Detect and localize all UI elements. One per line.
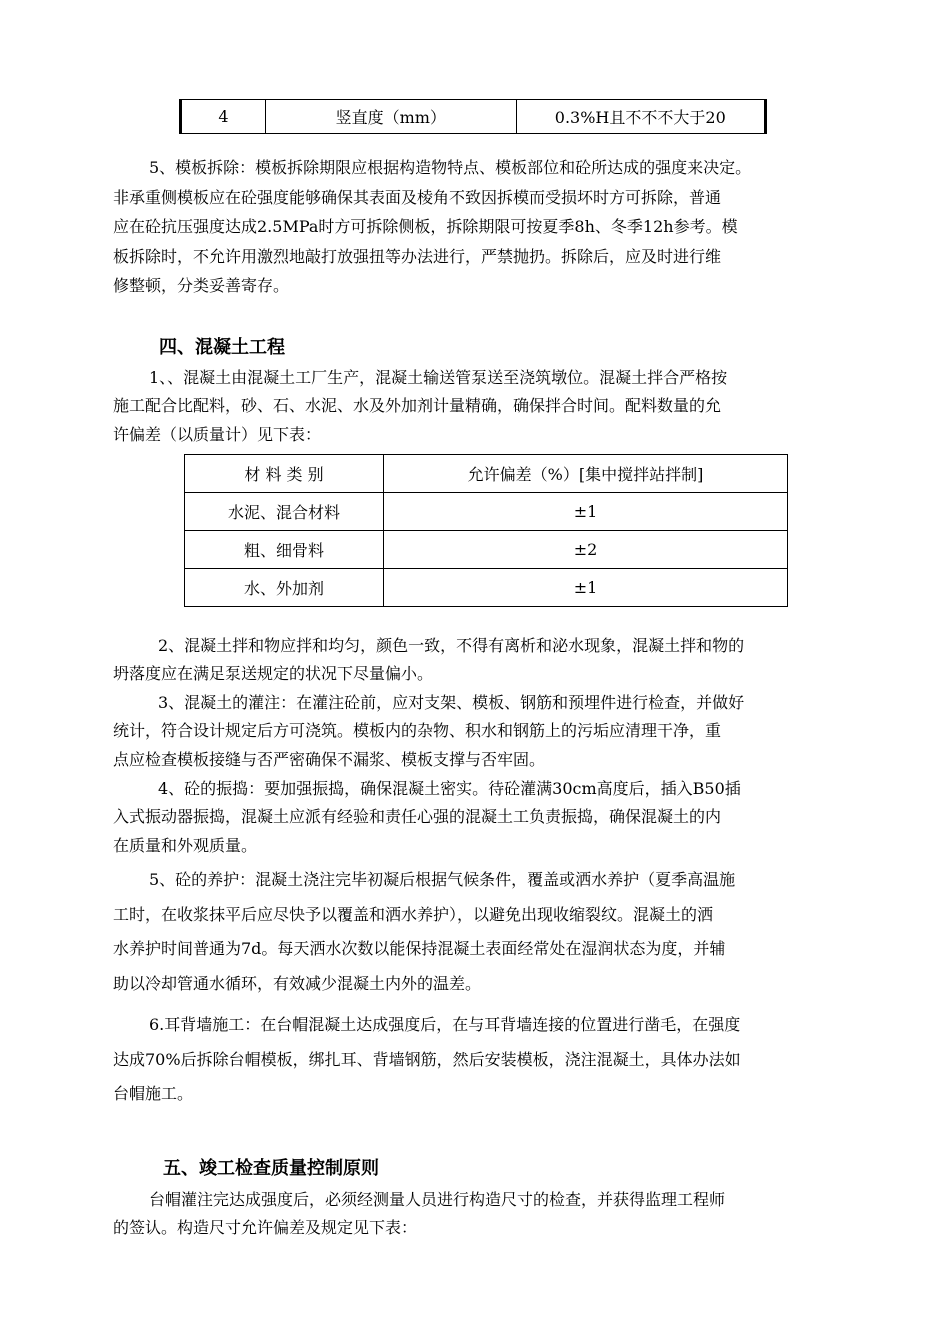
table-cell: ±1 — [384, 493, 788, 531]
text-line: 修整顿，分类妥善寄存。 — [113, 276, 290, 295]
text-line: 2、混凝土拌和物应拌和均匀，颜色一致，不得有离析和泌水现象，混凝土拌和物的 — [158, 636, 745, 655]
section-heading: 四、混凝土工程 — [159, 337, 285, 358]
text-line: 非承重侧模板应在砼强度能够确保其表面及棱角不致因拆模而受损坏时方可拆除，普通 — [113, 187, 722, 207]
text-line: 板拆除时，不允许用激烈地敲打放强扭等办法进行，严禁抛扔。拆除后，应及时进行维 — [113, 246, 722, 266]
table-header-cell: 允许偏差（%）[集中搅拌站拌制] — [384, 455, 788, 493]
section-heading: 五、竣工检查质量控制原则 — [163, 1158, 379, 1179]
concrete-item-6 — [113, 1008, 863, 1112]
table-cell: 粗、细骨料 — [185, 531, 384, 569]
text-line: 许偏差（以质量计）见下表： — [113, 424, 322, 444]
tolerance-table-fragment — [179, 99, 767, 134]
text-line: 助以冷却管通水循环，有效减少混凝土内外的温差。 — [113, 974, 482, 994]
text-line: 应在砼抗压强度达成2.5MPa时方可拆除侧板，拆除期限可按夏季8h、冬季12h参考。模 — [113, 217, 738, 236]
text-line: 统计，符合设计规定后方可浇筑。模板内的杂物、积水和钢筋上的污垢应清理干净，重 — [113, 721, 722, 741]
text-line: 施工配合比配料，砂、石、水泥、水及外加剂计量精确，确保拌合时间。配料数量的允 — [113, 396, 722, 416]
text-line: 水养护时间普通为7d。每天洒水次数以能保持混凝土表面经常处在湿润状态为度，并辅 — [113, 939, 726, 959]
text-line: 台帽施工。 — [113, 1084, 194, 1104]
table-cell-no: 4 — [181, 100, 266, 134]
text-line: 3、混凝土的灌注：在灌注砼前，应对支架、模板、钢筋和预埋件进行检查，并做好 — [158, 693, 745, 712]
mix-tolerance-table — [184, 454, 788, 607]
concrete-item-5 — [113, 863, 863, 1002]
table-cell: 水、外加剂 — [185, 569, 384, 607]
concrete-item-2 — [113, 632, 863, 689]
text-line: 5、砼的养护：混凝土浇注完毕初凝后根据气候条件，覆盖或洒水养护（夏季高温施 — [149, 870, 736, 889]
text-line: 在质量和外观质量。 — [113, 835, 258, 855]
concrete-item-1 — [113, 364, 863, 449]
text-line: 4、砼的振捣：要加强振捣，确保混凝土密实。待砼灌满30cm高度后，插入B50插 — [158, 779, 741, 798]
table-cell-tolerance: 0.3%H且不不不大于20 — [516, 100, 765, 134]
text-line: 1、、混凝土由混凝土工厂生产，混凝土输送管泵送至浇筑墩位。混凝土拌合严格按 — [149, 368, 728, 387]
text-line: 点应检查模板接缝与否严密确保不漏浆、模板支撑与否牢固。 — [113, 749, 546, 769]
text-line: 工时，在收浆抹平后应尽快予以覆盖和洒水养护），以避免出现收缩裂纹。混凝土的洒 — [113, 904, 714, 924]
text-line: 台帽灌注完达成强度后，必须经测量人员进行构造尺寸的检查，并获得监理工程师 — [149, 1190, 726, 1209]
table-row — [185, 569, 788, 607]
table-row — [181, 100, 766, 134]
table-header-cell: 材 料 类 别 — [185, 455, 384, 493]
table-row — [185, 493, 788, 531]
text-line: 6.耳背墙施工：在台帽混凝土达成强度后，在与耳背墙连接的位置进行凿毛，在强度 — [149, 1015, 741, 1034]
text-line: 坍落度应在满足泵送规定的状况下尽量偏小。 — [113, 664, 434, 684]
table-header-row — [185, 455, 788, 493]
text-line: 入式振动器振捣，混凝土应派有经验和责任心强的混凝土工负责振捣，确保混凝土的内 — [113, 807, 722, 827]
formwork-removal-paragraph — [113, 153, 863, 301]
text-line: 的签认。构造尺寸允许偏差及规定见下表： — [113, 1218, 418, 1238]
table-cell: ±1 — [384, 569, 788, 607]
table-cell: 水泥、混合材料 — [185, 493, 384, 531]
final-inspection-paragraph — [113, 1186, 863, 1243]
table-cell-item: 竖直度（mm） — [266, 100, 517, 134]
concrete-item-4 — [113, 775, 863, 860]
table-row — [185, 531, 788, 569]
text-line: 达成70%后拆除台帽模板，绑扎耳、背墙钢筋，然后安装模板，浇注混凝土，具体办法如 — [113, 1049, 741, 1069]
text-line: 5、模板拆除：模板拆除期限应根据构造物特点、模板部位和砼所达成的强度来决定。 — [149, 158, 752, 177]
concrete-item-3 — [113, 689, 863, 774]
table-cell: ±2 — [384, 531, 788, 569]
